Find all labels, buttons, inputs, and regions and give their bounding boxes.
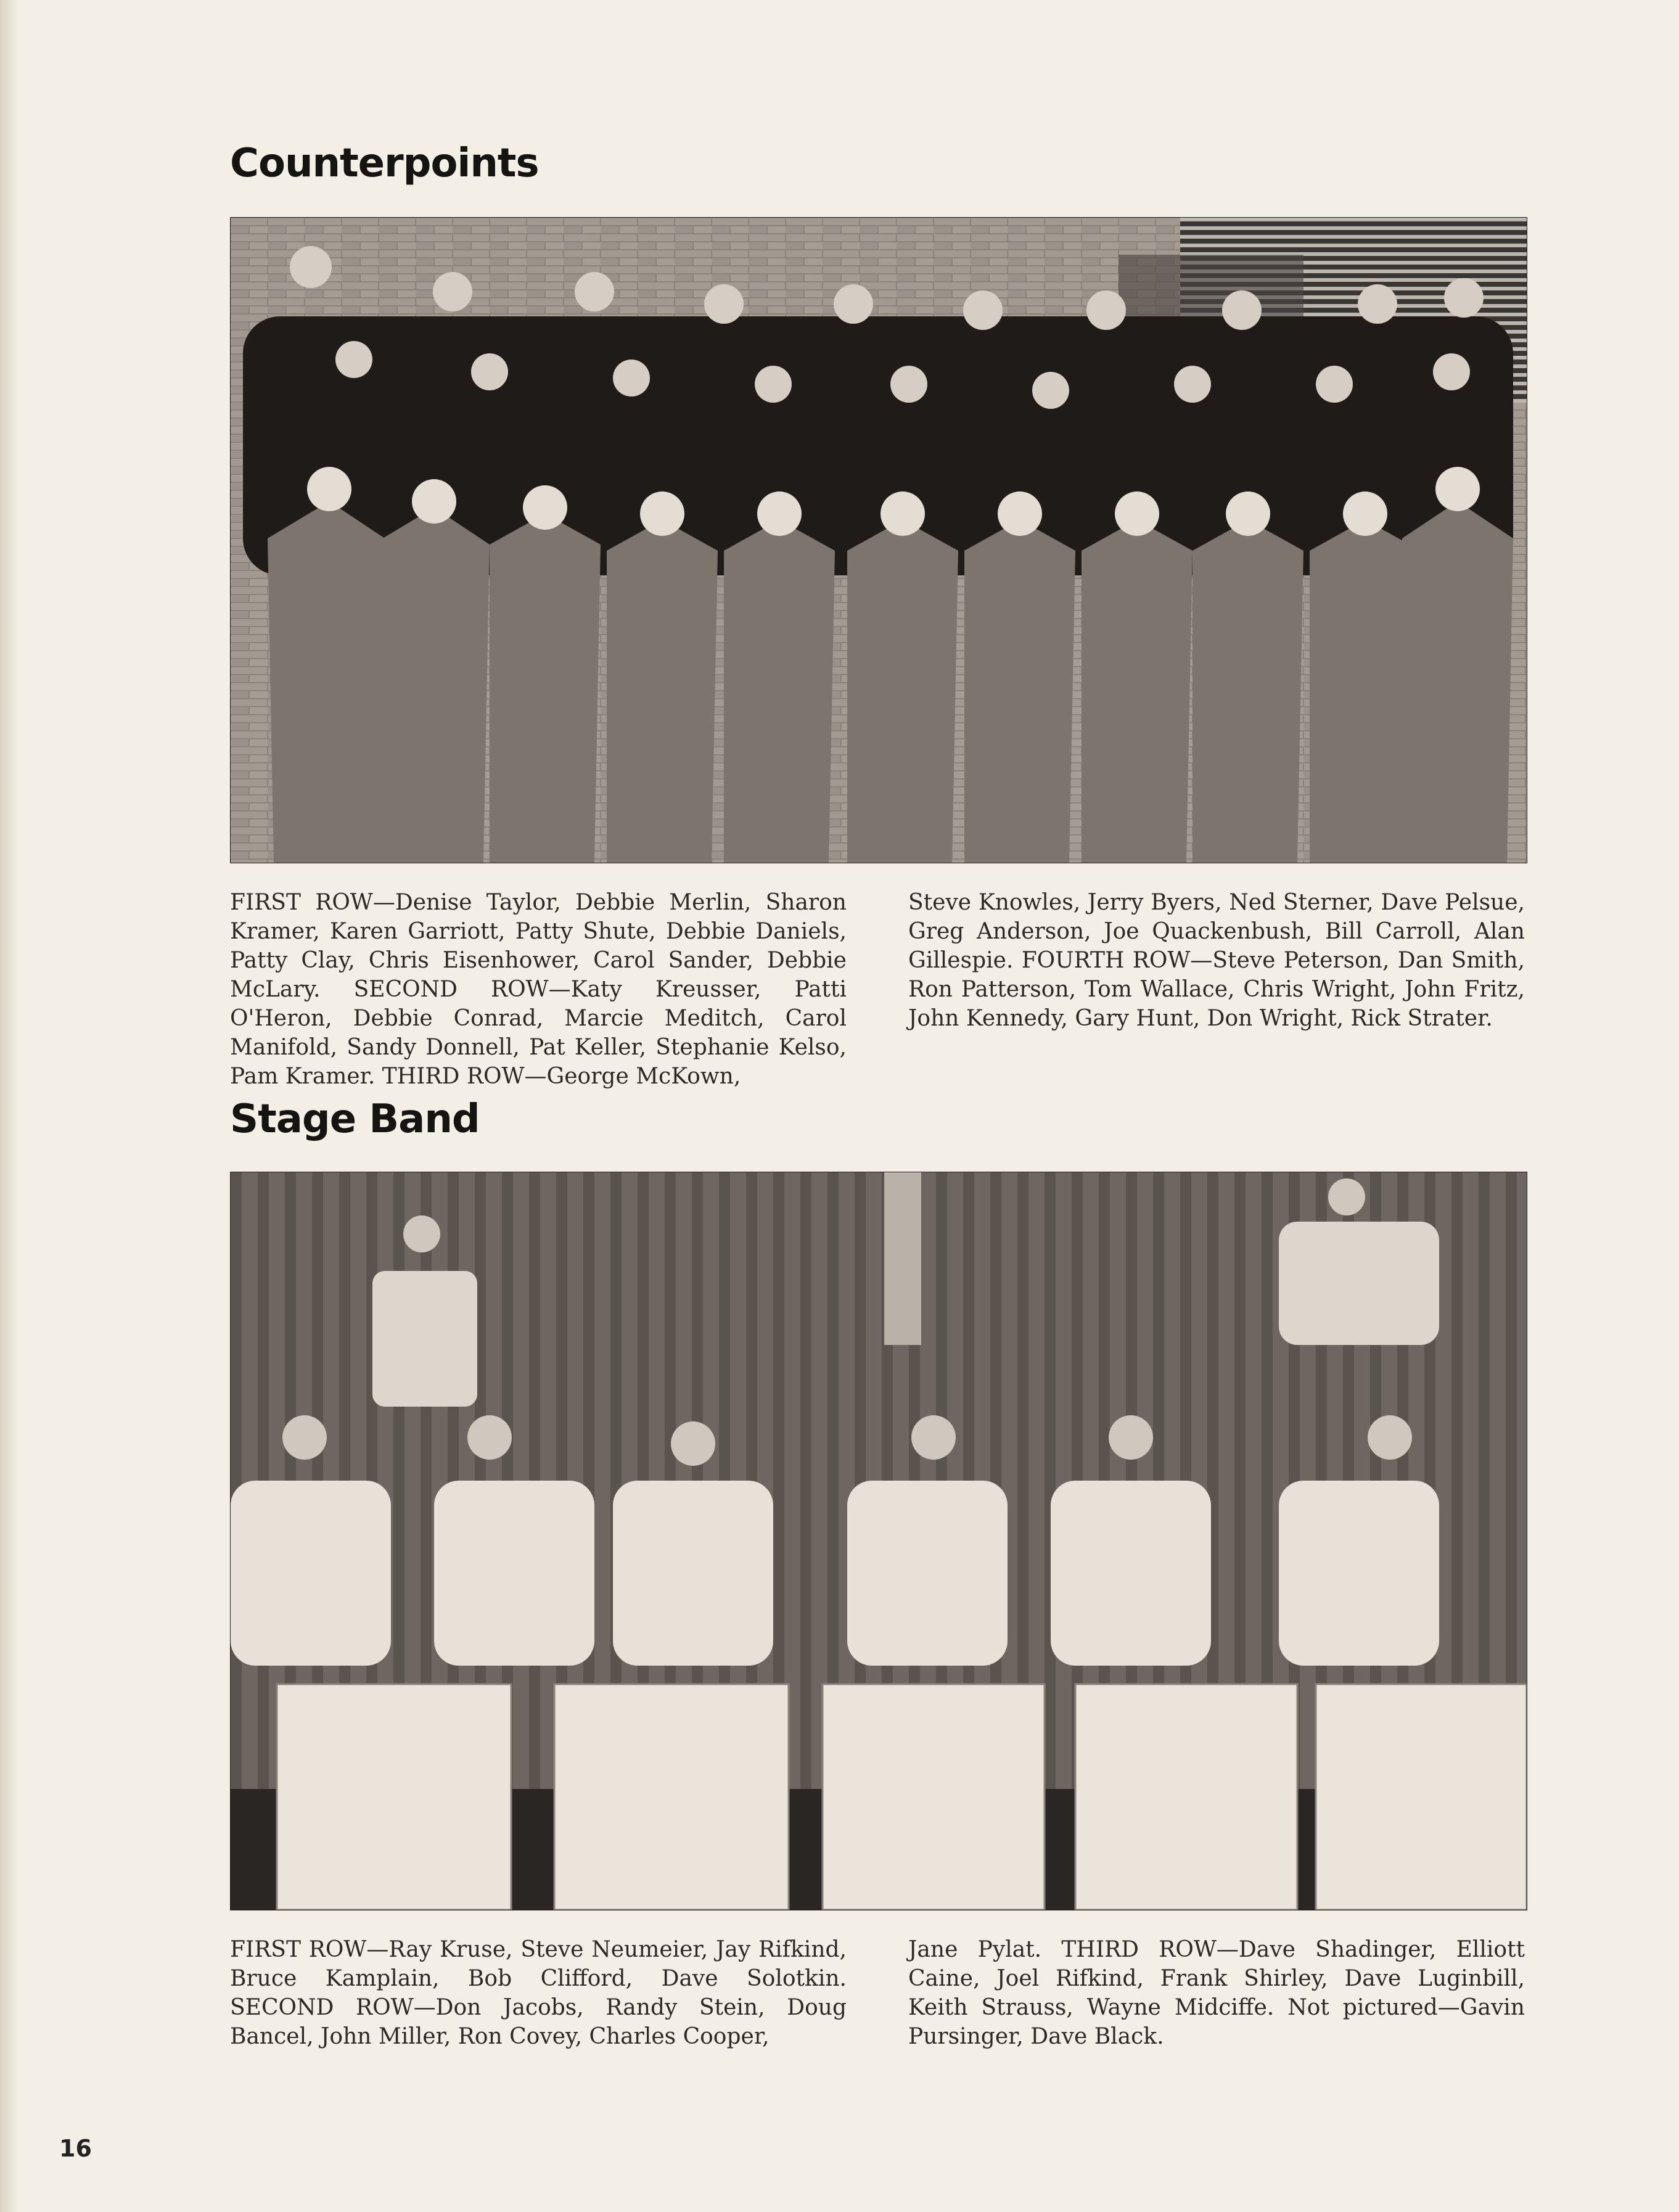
- counterpoints-caption-column-1: FIRST ROW—Denise Taylor, Debbie Merlin, Sharon Kramer, Karen Garriott, Patty Shute, Debbie Daniels, Patty Clay, Chris Eisenhower, Carol Sander, Debbie McLary. SECOND ROW—Katy Kreusser, Patti O'Heron, Debbie Conrad, Marcie Meditch, Carol Manifold, Sandy Donnell, Pat Keller, Stephanie Kelso, Pam Kramer. THIRD ROW—George McKown,: [230, 890, 847, 1089]
- stage-band-caption-column-1: FIRST ROW—Ray Kruse, Steve Neumeier, Jay Rifkind, Bruce Kamplain, Bob Clifford, Dave Solotkin. SECOND ROW—Don Jacobs, Randy Stein, Doug Bancel, John Miller, Ron Covey, Charles Cooper,: [230, 1937, 847, 2049]
- page-number: 16: [59, 2135, 92, 2162]
- section-title-stage-band: Stage Band: [230, 1096, 480, 1142]
- counterpoints-group-photo: [230, 217, 1527, 863]
- section-title-counterpoints: Counterpoints: [230, 141, 539, 186]
- counterpoints-caption-column-2: Steve Knowles, Jerry Byers, Ned Sterner, Dave Pelsue, Greg Anderson, Joe Quackenbush, Bill Carroll, Alan Gillespie. FOURTH ROW—Steve Peterson, Dan Smith, Ron Patterson, Tom Wallace, Chris Wright, John Fritz, John Kennedy, Gary Hunt, Don Wright, Rick Strater.: [908, 890, 1525, 1031]
- stage-band-group-photo: [230, 1172, 1527, 1910]
- stage-band-caption-column-2: Jane Pylat. THIRD ROW—Dave Shadinger, Elliott Caine, Joel Rifkind, Frank Shirley, Dave Luginbill, Keith Strauss, Wayne Midciffe. Not pictured—Gavin Pursinger, Dave Black.: [908, 1937, 1525, 2049]
- page-spine-shadow: [0, 0, 18, 2212]
